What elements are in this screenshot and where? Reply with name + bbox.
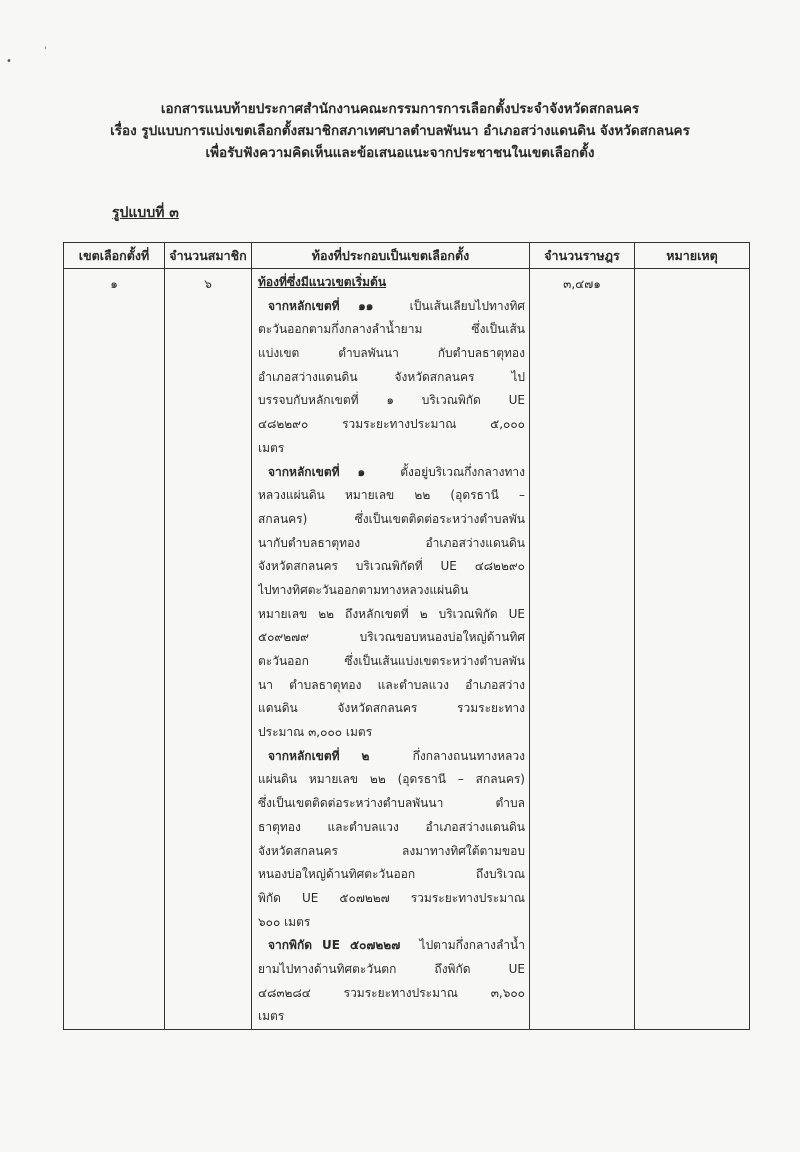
- scan-speck: ˈ: [44, 46, 47, 57]
- cell-note: [635, 269, 750, 1030]
- segment-1-line-1: จากหลักเขตที่ ๑๑ เป็นเส้นเลียบไปทางทิศ: [268, 298, 525, 313]
- segment-3-line: แผ่นดิน หมายเลข ๒๒ (อุดรธานี – สกลนคร): [258, 772, 525, 787]
- segment-2-line: ประมาณ ๓,๐๐๐ เมตร: [258, 725, 373, 740]
- segment-3-line: ซึ่งเป็นเขตติดต่อระหว่างตำบลพันนา ตำบล: [258, 796, 525, 811]
- cell-members: ๖: [165, 269, 252, 1030]
- segment-2-line: สกลนคร) ซึ่งเป็นเขตติดต่อระหว่างตำบลพัน: [258, 511, 525, 526]
- segment-3-line: พิกัด UE ๕๐๗๒๒๗ รวมระยะทางประมาณ: [258, 890, 525, 905]
- col-members: จำนวนสมาชิก: [165, 243, 252, 269]
- header-line-1: เอกสารแนบท้ายประกาศสำนักงานคณะกรรมการการเลือกตั้งประจำจังหวัดสกลนคร: [160, 101, 640, 117]
- district-table: [63, 242, 750, 1030]
- segment-4-line-1: จากพิกัด UE ๕๐๗๒๒๗ ไปตามกึ่งกลางลำน้ำ: [268, 938, 525, 953]
- segment-1-line: อำเภอสว่างแดนดิน จังหวัดสกลนคร ไป: [258, 369, 525, 384]
- segment-1-line: บรรจบกับหลักเขตที่ ๑ บริเวณพิกัด UE: [258, 393, 525, 408]
- segment-2-line: ๕๐๙๒๗๙ บริเวณขอบหนองบ่อใหญ่ด้านทิศ: [258, 630, 525, 645]
- cell-area-description: [252, 269, 530, 1030]
- table-header-row: [64, 243, 750, 269]
- segment-3-label: จากหลักเขตที่ ๒: [268, 748, 370, 763]
- header-line-3: เพื่อรับฟังความคิดเห็นและข้อเสนอแนะจากประชาชนในเขตเลือกตั้ง: [205, 145, 595, 161]
- segment-2-line: นากับตำบลธาตุทอง อำเภอสว่างแดนดิน: [258, 535, 525, 550]
- col-population: จำนวนราษฎร: [530, 243, 635, 269]
- segment-4-line: ยามไปทางด้านทิศตะวันตก ถึงพิกัด UE: [258, 961, 525, 976]
- segment-2-line: แดนดิน จังหวัดสกลนคร รวมระยะทาง: [258, 701, 525, 716]
- cell-district: ๑: [64, 269, 165, 1030]
- col-area: ท้องที่ประกอบเป็นเขตเลือกตั้ง: [252, 243, 530, 269]
- segment-2-label: จากหลักเขตที่ ๑: [268, 464, 366, 479]
- table-row: [64, 269, 750, 1030]
- segment-1-line: ตะวันออกตามกึ่งกลางลำน้ำยาม ซึ่งเป็นเส้น: [258, 322, 525, 337]
- segment-1-line: แบ่งเขต ตำบลพันนา กับตำบลธาตุทอง: [258, 346, 525, 361]
- area-heading: ท้องที่ซึ่งมีแนวเขตเริ่มต้น: [258, 275, 387, 289]
- segment-3-line: หนองบ่อใหญ่ด้านทิศตะวันออก ถึงบริเวณ: [258, 867, 525, 882]
- form-label: รูปแบบที่ ๓: [112, 205, 179, 221]
- segment-2-line-1: จากหลักเขตที่ ๑ ตั้งอยู่บริเวณกึ่งกลางทาง: [268, 464, 525, 479]
- segment-2-line: ไปทางทิศตะวันออกตามทางหลวงแผ่นดิน: [258, 582, 469, 597]
- segment-4-line: เมตร: [258, 1009, 285, 1024]
- segment-4-label: จากพิกัด UE ๕๐๗๒๒๗: [268, 938, 401, 953]
- document-header: [0, 98, 800, 164]
- header-line-2: เรื่อง รูปแบบการแบ่งเขตเลือกตั้งสมาชิกสภาเทศบาลตำบลพันนา อำเภอสว่างแดนดิน จังหวัดสกลนคร: [110, 123, 690, 139]
- segment-3-line: จังหวัดสกลนคร ลงมาทางทิศใต้ตามขอบ: [258, 843, 525, 858]
- segment-1-line: ๔๘๒๒๙๐ รวมระยะทางประมาณ ๕,๐๐๐: [258, 417, 525, 432]
- segment-2-line: หมายเลข ๒๒ ถึงหลักเขตที่ ๒ บริเวณพิกัด UE: [258, 606, 525, 621]
- segment-4-line: ๔๘๓๒๘๔ รวมระยะทางประมาณ ๓,๖๐๐: [258, 985, 525, 1000]
- segment-2-line: นา ตำบลธาตุทอง และตำบลแวง อำเภอสว่าง: [258, 677, 525, 692]
- segment-2-line: จังหวัดสกลนคร บริเวณพิกัดที่ UE ๔๘๒๒๙๐: [258, 559, 525, 574]
- segment-3-line: ธาตุทอง และตำบลแวง อำเภอสว่างแดนดิน: [258, 819, 525, 834]
- col-district: เขตเลือกตั้งที่: [64, 243, 165, 269]
- segment-3-line: ๖๐๐ เมตร: [258, 914, 311, 929]
- segment-1-line: เมตร: [258, 440, 285, 455]
- segment-3-line-1: จากหลักเขตที่ ๒ กึ่งกลางถนนทางหลวง: [268, 748, 525, 763]
- col-note: หมายเหตุ: [635, 243, 750, 269]
- segment-2-line: หลวงแผ่นดิน หมายเลข ๒๒ (อุดรธานี –: [258, 488, 525, 503]
- segment-2-line: ตะวันออก ซึ่งเป็นเส้นแบ่งเขตระหว่างตำบลพัน: [258, 654, 525, 668]
- cell-population: ๓,๔๗๑: [530, 269, 635, 1030]
- segment-1-label: จากหลักเขตที่ ๑๑: [268, 298, 374, 313]
- scan-speck: •: [6, 56, 12, 67]
